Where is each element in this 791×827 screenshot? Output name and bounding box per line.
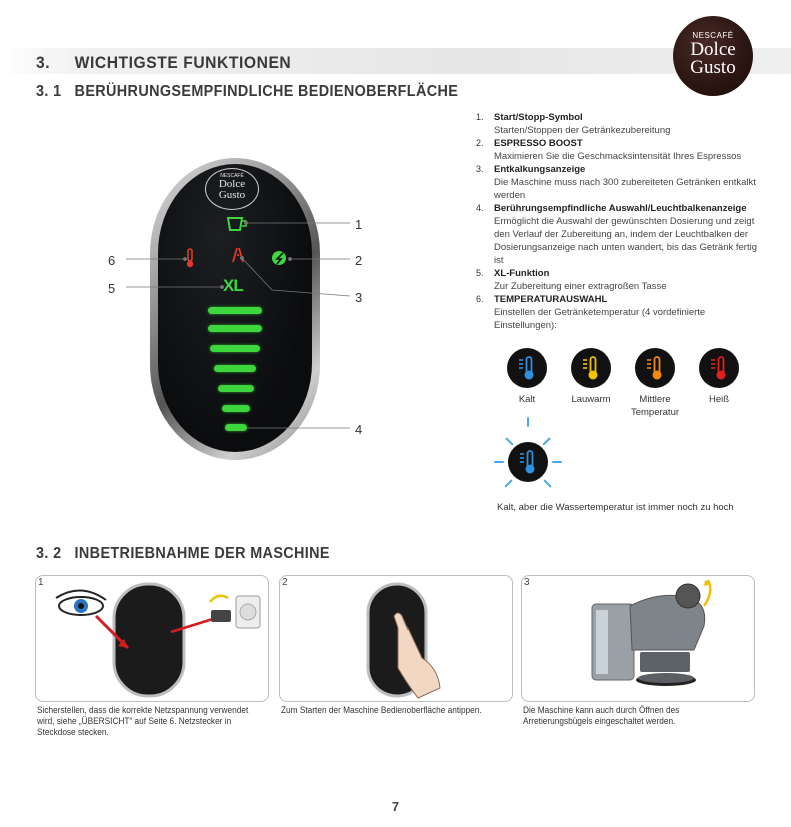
item-description: Maximieren Sie die Geschmacksintensität Ihres Espressos	[494, 151, 742, 162]
logo-line1: Dolce	[690, 39, 736, 60]
temp-label-hot: Heiß	[708, 394, 730, 405]
item-number: 5.	[476, 268, 484, 278]
temperature-icon	[187, 249, 193, 267]
light-bar	[218, 385, 254, 392]
callout-2: 2	[355, 253, 363, 268]
step-3-image	[521, 575, 755, 702]
page-number: 7	[391, 799, 400, 814]
item-title: TEMPERATURAUSWAHL	[494, 294, 608, 305]
list-item	[474, 202, 764, 267]
subsection-number: 3. 2	[36, 545, 62, 562]
step-number: 2	[282, 577, 288, 588]
callout-5: 5	[108, 281, 116, 296]
step-3-caption: Die Maschine kann auch durch Öffnen des Arretierungsbügels eingeschaltet werden.	[523, 705, 680, 726]
temp-cold-icon	[507, 348, 547, 388]
callout-6: 6	[108, 253, 116, 268]
list-item	[474, 293, 764, 332]
temp-label-lukewarm: Lauwarm	[571, 394, 611, 405]
xl-function-icon: XL	[223, 276, 243, 295]
item-title: Entkalkungsanzeige	[494, 164, 586, 175]
item-title: Berührungsempfindliche Auswahl/Leuchtbalkenanzeige	[494, 203, 747, 214]
feature-list	[474, 111, 764, 332]
thermometer-icon	[571, 348, 611, 388]
step-1-image	[35, 575, 269, 702]
list-item	[474, 163, 764, 202]
temp-label-cold: Kalt	[518, 394, 536, 405]
step-3-illustration	[522, 576, 755, 702]
subsection-title: INBETRIEBNAHME DER MASCHINE	[74, 545, 330, 562]
subsection-heading-2	[36, 545, 330, 563]
callout-4: 4	[355, 422, 363, 437]
logo-line2: Gusto	[690, 57, 736, 78]
thermometer-icon	[635, 348, 675, 388]
light-bar	[225, 424, 247, 431]
item-number: 3.	[476, 164, 484, 174]
step-2-caption: Zum Starten der Maschine Bedienoberfläche antippen.	[281, 705, 482, 715]
step-2-image	[279, 575, 513, 702]
light-bar	[208, 325, 262, 332]
thermometer-icon	[699, 348, 739, 388]
item-title: Start/Stopp-Symbol	[494, 112, 583, 123]
item-description: Einstellen der Getränketemperatur (4 vordefinierte Einstellungen):	[494, 307, 706, 331]
thermometer-icon	[507, 348, 547, 388]
start-stop-cup-icon	[228, 218, 246, 230]
list-item	[474, 111, 764, 137]
light-bar	[222, 405, 250, 412]
callout-1: 1	[355, 217, 363, 232]
temp-lukewarm-icon	[571, 348, 611, 388]
device-logo-line1: Dolce	[218, 178, 246, 190]
step-number: 1	[38, 577, 44, 588]
item-description: Zur Zubereitung einer extragroßen Tasse	[494, 281, 667, 292]
item-number: 2.	[476, 138, 484, 148]
light-bar	[208, 307, 262, 314]
temperature-warning: Kalt, aber die Wassertemperatur ist immer noch zu hoch	[497, 502, 734, 513]
item-description: Ermöglicht die Auswahl der gewünschten Dosierung und zeigt den Verlauf der Zubereitung an, indem der Leuchtbalken der Dosierungsanzeige nach unten wandert, bis das Getränk fertig ist	[494, 216, 757, 266]
item-title: ESPRESSO BOOST	[494, 138, 583, 149]
list-item	[474, 137, 764, 163]
light-bar	[210, 345, 260, 352]
espresso-boost-icon	[272, 251, 286, 265]
logo-brand: NESCAFÉ	[692, 31, 734, 40]
item-number: 4.	[476, 203, 484, 213]
step-number: 3	[524, 577, 530, 588]
section-title: WICHTIGSTE FUNKTIONEN	[74, 53, 292, 72]
light-bar	[214, 365, 256, 372]
descaling-icon	[233, 248, 243, 262]
temp-blinking-icon	[508, 442, 548, 482]
temp-label-medium: Mittlere Temperatur	[630, 394, 680, 418]
device-logo-brand: NESCAFÉ	[220, 173, 244, 179]
subsection-number: 3. 1	[36, 83, 62, 100]
callout-3: 3	[355, 290, 363, 305]
item-number: 6.	[476, 294, 484, 304]
subsection-title: BERÜHRUNGSEMPFINDLICHE BEDIENOBERFLÄCHE	[74, 83, 459, 100]
temp-hot-icon	[699, 348, 739, 388]
step-1-illustration	[36, 576, 269, 702]
thermometer-icon	[508, 442, 548, 482]
temp-medium-icon	[635, 348, 675, 388]
step-2-illustration	[280, 576, 513, 702]
step-1-caption: Sicherstellen, dass die korrekte Netzspannung verwendet wird, siehe „ÜBERSICHT“ auf Seite 6. Netzstecker in Steckdose stecken.	[37, 705, 249, 737]
device-logo-line2: Gusto	[218, 189, 246, 201]
list-item	[474, 267, 764, 293]
item-description: Die Maschine muss nach 300 zubereiteten Getränken entkalkt werden	[494, 177, 756, 201]
item-number: 1.	[476, 112, 484, 122]
item-description: Starten/Stoppen der Getränkezubereitung	[494, 125, 671, 136]
section-number: 3.	[36, 53, 51, 72]
item-title: XL-Funktion	[494, 268, 550, 279]
